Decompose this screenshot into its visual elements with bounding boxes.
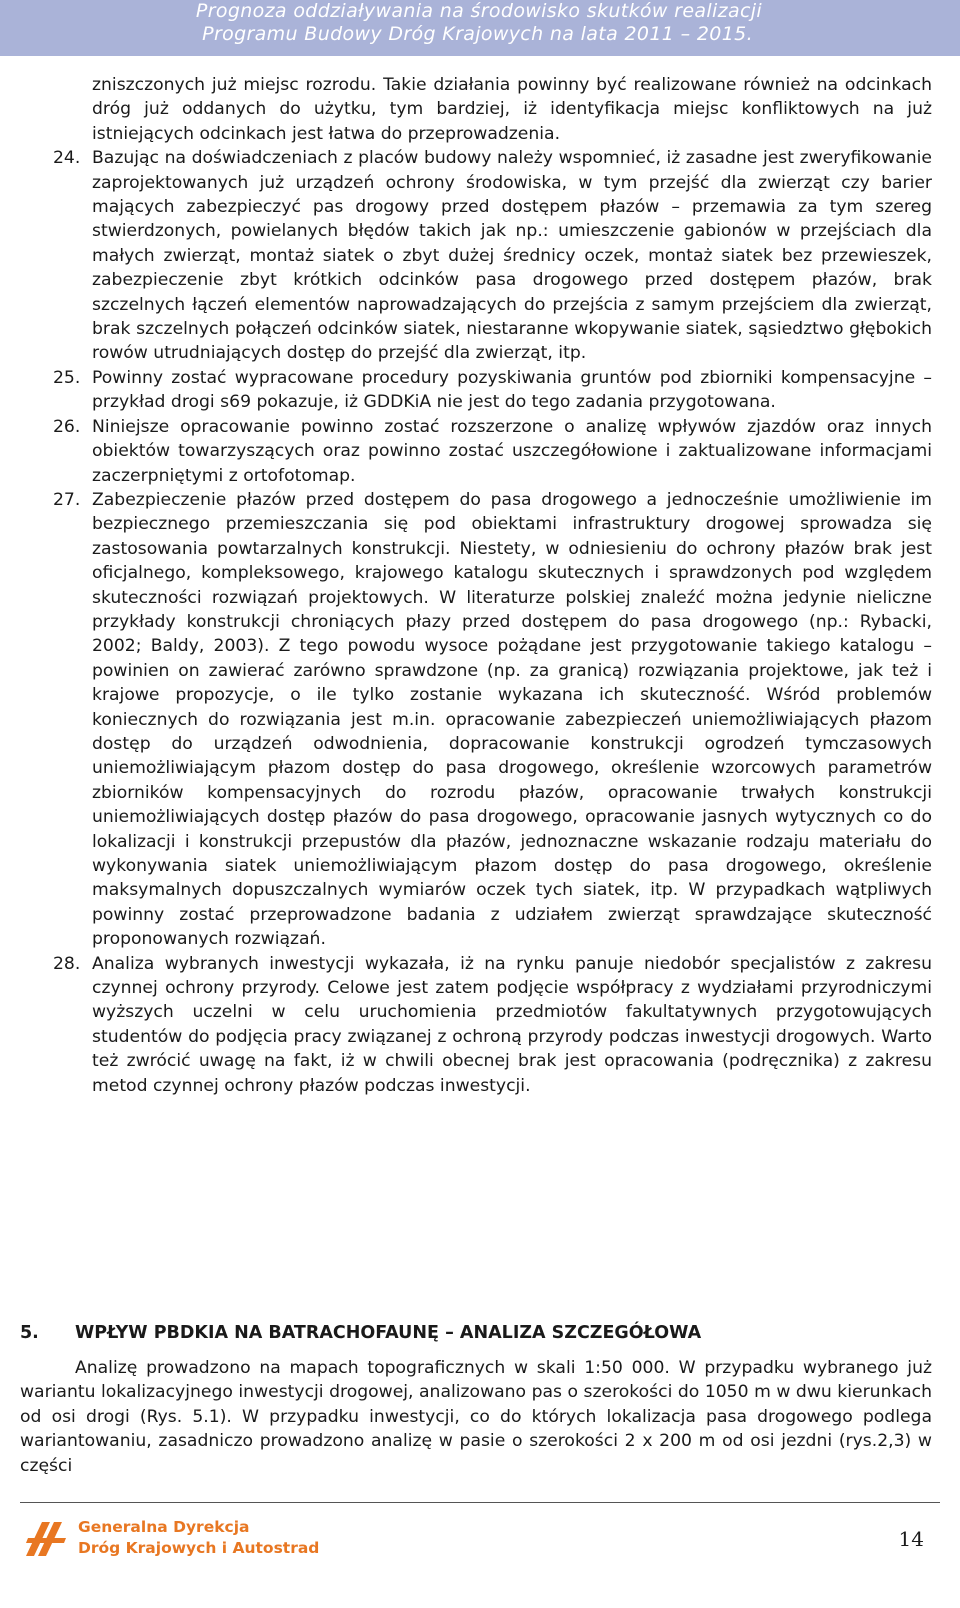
conclusions-list (53, 73, 932, 1098)
list-item-text: Niniejsze opracowanie powinno zostać rozszerzone o analizę wpływów zjazdów oraz innych obiektów towarzyszących oraz powinno zostać uszczegółowione i zaktualizowane informacjami zaczerpniętymi z ortofotomap. (92, 416, 932, 486)
list-item-28 (53, 952, 932, 1098)
list-item-number: 28. (53, 953, 81, 974)
continued-paragraph: zniszczonych już miejsc rozrodu. Takie działania powinny być realizowane również na odcinkach dróg już oddanych do użytku, tym bardziej, iż identyfikacja miejsc konfliktowych na już istniejących odcinkach jest łatwa do przeprowadzenia. (92, 75, 932, 144)
list-item-number: 24. (53, 148, 81, 169)
logo-text-line-1: Generalna Dyrekcja (78, 1518, 250, 1536)
logo-text-line-2: Dróg Krajowych i Autostrad (78, 1539, 320, 1557)
page-number: 14 (898, 1527, 924, 1551)
header-title-line-2: Programu Budowy Dróg Krajowych na lata 2011 – 2015. (202, 23, 753, 45)
gddkia-logo-mark-icon (22, 1516, 70, 1562)
section-paragraph: Analizę prowadzono na mapach topograficznych w skali 1:50 000. W przypadku wybranego już wariantu lokalizacyjnego inwestycji drogowej, analizowano pas o szerokości do 1050 m w dwu kierunkach od osi drogi (Rys. 5.1). W przypadku inwestycji, co do których lokalizacja pasa drogowego podlega wariantowaniu, zasadniczo prowadzono analizę w pasie o szerokości 2 x 200 m od osi jezdni (rys.2,3) w części (20, 1358, 932, 1476)
list-item-text: Bazując na doświadczeniach z placów budowy należy wspomnieć, iż zasadne jest zweryfikowanie zaprojektowanych już urządzeń ochrony środowiska, w tym przejść dla zwierząt czy barier mających zabezpieczyć pas drogowy przed dostępem płazów – przemawia za tym szereg stwierdzonych, powielanych błędów takich jak np.: umieszczenie gabionów w przejściach dla małych zwierząt, montaż siatek o zbyt dużej średnicy oczek, montaż siatek bez przewieszek, zabezpieczenie zbyt krótkich odcinków pasa drogowego przed dostępem płazów, brak szczelnych łączeń elementów naprowadzających do przejścia z samym przejściem dla zwierząt, brak szczelnych połączeń odcinków siatek, niestaranne wkopywanie siatek, sąsiedztwo głębokich rowów utrudniających dostęp do przejść dla zwierząt, itp. (92, 148, 932, 364)
section-heading (20, 1323, 701, 1343)
page-header (0, 0, 960, 56)
list-item-24 (53, 146, 932, 366)
list-item-26 (53, 415, 932, 488)
list-item-number: 27. (53, 489, 81, 510)
list-item-number: 25. (53, 367, 81, 388)
list-item-text: Analiza wybranych inwestycji wykazała, iż na rynku panuje niedobór specjalistów z zakresu czynnej ochrony przyrody. Celowe jest zatem podjęcie współpracy z wydziałami przyrodniczymi wyższych uczelni w celu uruchomienia przedmiotów fakultatywnych przygotowujących studentów do podjęcia pracy związanej z ochroną przyrody podczas inwestycji drogowych. Warto też zwrócić uwagę na fakt, iż w chwili obecnej brak jest opracowania (podręcznika) z zakresu metod czynnej ochrony płazów podczas inwestycji. (92, 953, 932, 1096)
section-number: 5. (20, 1323, 39, 1343)
header-title-line-1: Prognoza oddziaływania na środowisko skutków realizacji (195, 0, 762, 22)
gddkia-logo (22, 1516, 320, 1562)
footer-divider (20, 1502, 940, 1503)
section-title: WPŁYW PBDKIA NA BATRACHOFAUNĘ – ANALIZA SZCZEGÓŁOWA (75, 1323, 702, 1343)
list-item-text: Zabezpieczenie płazów przed dostępem do pasa drogowego a jednocześnie umożliwienie im bezpiecznego przemieszczania się pod obiektami infrastruktury drogowej sprowadza się zastosowania powtarzalnych konstrukcji. Niestety, w odniesieniu do ochrony płazów brak jest oficjalnego, kompleksowego, krajowego katalogu skutecznych i sprawdzonych pod względem skuteczności rozwiązań projektowych. W literaturze polskiej znaleźć można jedynie nieliczne przykłady konstrukcji chroniących płazy przed dostępem do pasa drogowego (np.: Rybacki, 2002; Baldy, 2003). Z tego powodu wysoce pożądane jest przygotowanie takiego katalogu – powinien on zawierać zarówno sprawdzone (np. za granicą) rozwiązania projektowe, jak też i krajowe propozycje, o ile tylko zostanie wykazana ich skuteczność. Wśród problemów koniecznych do rozwiązania jest m.in. opracowanie zabezpieczeń uniemożliwiających płazom dostęp do urządzeń odwodnienia, dopracowanie konstrukcji ogrodzeń tymczasowych uniemożliwiającym płazom dostęp do pasa drogowego, określenie wzorcowych parametrów zbiorników kompensacyjnych do rozrodu płazów, opracowanie trwałych konstrukcji uniemożliwiających dostęp płazów do pasa drogowego, opracowanie jasnych wytycznych co do lokalizacji i konstrukcji przepustów dla płazów, jednoznaczne wskazanie rodzaju materiału do wykonywania siatek uniemożliwiającym płazom dostęp do pasa drogowego, określenie maksymalnych dopuszczalnych wymiarów oczek tych siatek, itp. W przypadkach wątpliwych powinny zostać przeprowadzone badania z udziałem zwierząt sprawdzające skuteczność proponowanych rozwiązań. (92, 489, 932, 950)
list-item-25 (53, 366, 932, 415)
list-item-number: 26. (53, 416, 81, 437)
list-item-27 (53, 488, 932, 952)
list-item-text: Powinny zostać wypracowane procedury pozyskiwania gruntów pod zbiorniki kompensacyjne – przykład drogi s69 pokazuje, iż GDDKiA nie jest do tego zadania przygotowana. (92, 367, 932, 413)
